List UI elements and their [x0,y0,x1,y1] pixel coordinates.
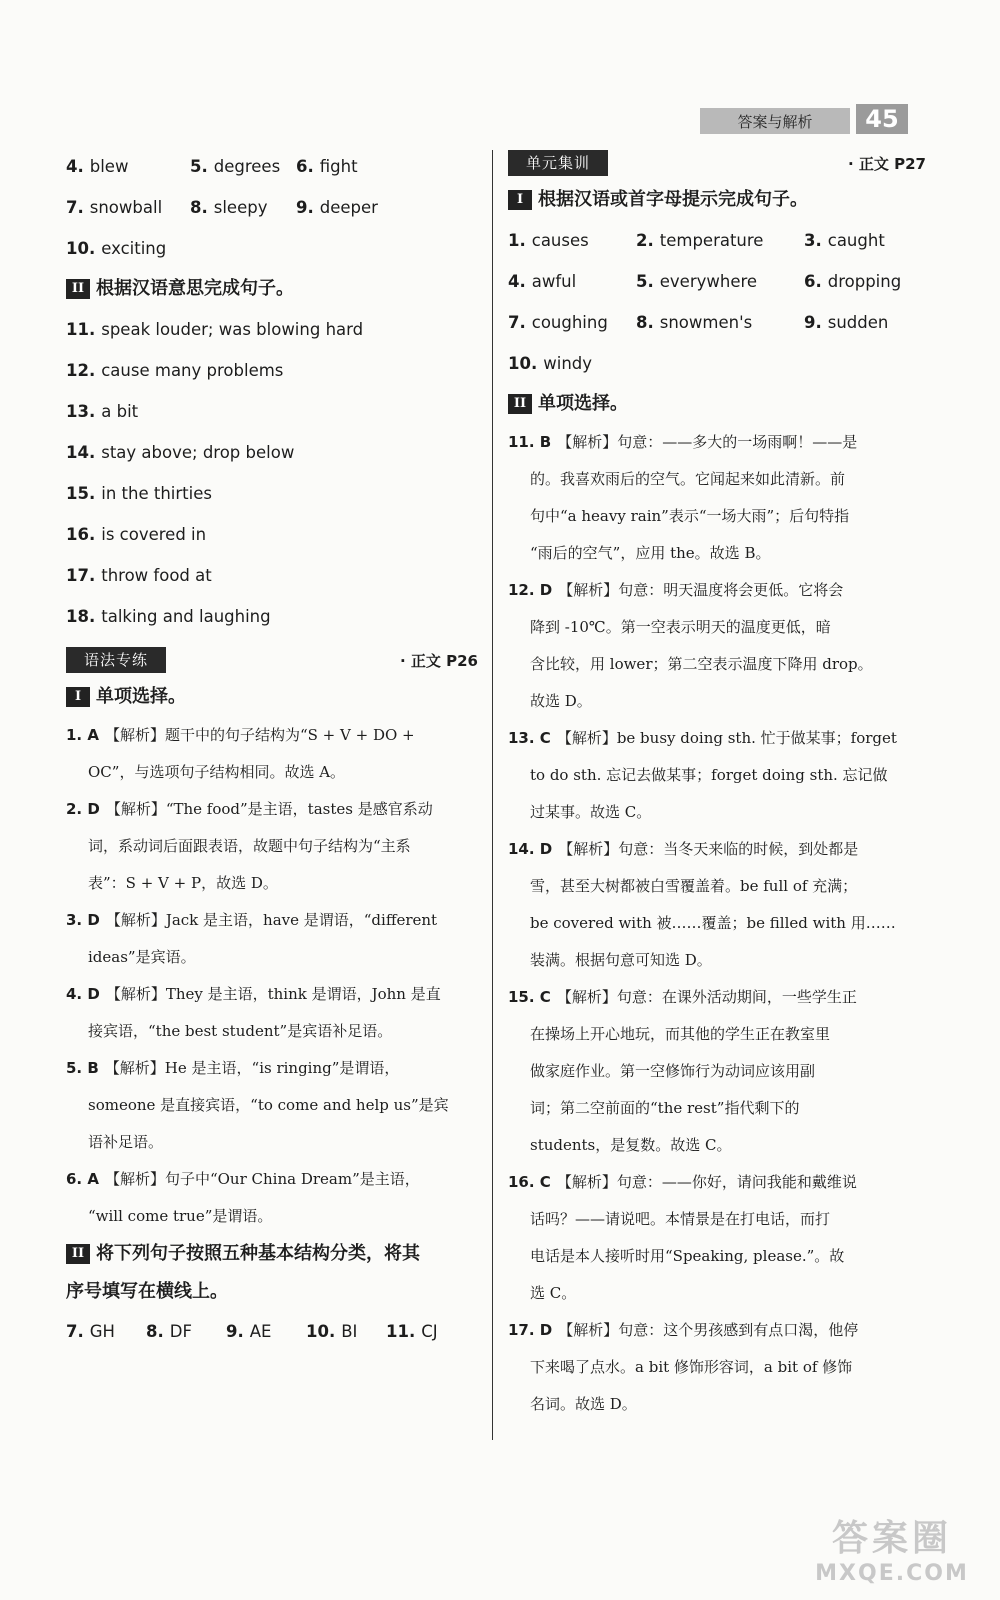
explanation-text: “will come true”是谓语。 [88,1207,273,1225]
explanation-text: 故选 D。 [530,692,592,710]
classification-answer [386,1311,466,1352]
explanation-text: OC”，与选项句子结构相同。故选 A。 [88,763,346,781]
classification-answer [306,1311,386,1352]
answer-line [508,498,926,535]
explanation-text: 【解析】句意：——多大的一场雨啊！——是 [557,433,858,451]
answer-block [508,831,926,979]
item-text: throw food at [101,566,212,585]
answer-line [508,942,926,979]
explanation-text: 词；第二空前面的“the rest”指代剩下的 [530,1099,800,1117]
answer-block [66,717,478,791]
answer-key: 11. B [508,433,552,451]
explanation-text: 雪，甚至大树都被白雪覆盖着。be full of 充满； [530,877,858,895]
answer-block [66,1050,478,1161]
item-text: talking and laughing [101,607,271,626]
answer-line [508,905,926,942]
section-title: 根据汉语意思完成句子。 [96,278,294,299]
unit-header [508,146,926,180]
section-title-cont [66,1273,478,1311]
vocab-answer [804,302,924,343]
item-text: speak louder; was blowing hard [101,320,364,339]
roman-numeral: II [508,394,532,414]
item-number: 4. [508,272,526,291]
vocab-answer [296,187,446,228]
watermark-logo [812,1510,972,1586]
roman-numeral: II [66,279,90,299]
sentence-list [66,309,478,637]
explanation-text: 【解析】He 是主语，“is ringing”是谓语， [104,1059,400,1077]
item-number: 3. [804,231,822,250]
answer-key: 17. D [508,1321,553,1339]
vocab-answer [508,343,636,384]
answer-block [508,979,926,1164]
explanation-text: 【解析】题干中的句子结构为“S + V + DO + [104,726,415,744]
item-number: 9. [226,1322,244,1341]
vocab-answer [636,220,804,261]
item-text: awful [531,272,577,291]
explanation-text: 话吗？——请说吧。本情景是在打电话，而打 [530,1210,831,1228]
explanation-text: 表”：S + V + P，故选 D。 [88,874,278,892]
answer-line [66,828,478,865]
item-number: 5. [636,272,654,291]
item-text: dropping [827,272,902,291]
grammar-answers [66,717,478,1235]
answer-line [508,1164,926,1201]
sentence-answer [66,514,478,555]
item-text: caught [827,231,885,250]
item-number: 9. [296,198,314,217]
item-number: 6. [296,157,314,176]
item-number: 1. [508,231,526,250]
item-text: deeper [319,198,378,217]
vocab-answer [636,302,804,343]
vocab-row [66,146,478,187]
answer-line [66,1050,478,1087]
item-number: 7. [66,1322,84,1341]
item-text: exciting [101,239,167,258]
item-number: 10. [508,354,538,373]
classification-answers [66,1311,478,1352]
item-text: a bit [101,402,139,421]
sentence-answer [66,555,478,596]
classification-answer [226,1311,306,1352]
item-text: cause many problems [101,361,284,380]
answer-block [66,791,478,902]
page-reference: · 正文 P26 [399,651,478,670]
answer-line [508,646,926,683]
answer-key: 3. D [66,911,100,929]
item-number: 5. [190,157,208,176]
item-number: 14. [66,443,96,462]
answer-line [508,794,926,831]
page-number: 45 [856,104,908,134]
answer-line [66,902,478,939]
item-number: 15. [66,484,96,503]
answer-line [508,1275,926,1312]
explanation-text: 语补足语。 [88,1133,164,1151]
answer-key: 1. A [66,726,99,744]
explanation-text: 电话是本人接听时用“Speaking, please.”。故 [530,1247,845,1265]
explanation-text: to do sth. 忘记去做某事；forget doing sth. 忘记做 [530,766,888,784]
column-divider [492,150,493,1440]
item-number: 13. [66,402,96,421]
answer-line [508,1238,926,1275]
answer-line [508,424,926,461]
item-text: snowmen's [659,313,753,332]
item-number: 11. [66,320,96,339]
section-heading [66,1235,478,1273]
item-text: blew [89,157,129,176]
answer-line [66,1198,478,1235]
explanation-text: 选 C。 [530,1284,577,1302]
answer-block [66,976,478,1050]
unit-pill: 单元集训 [508,150,608,176]
answer-block [508,1164,926,1312]
item-number: 10. [66,239,96,258]
vocab-row [66,187,478,228]
grammar-pill: 语法专练 [66,647,166,673]
item-number: 8. [146,1322,164,1341]
answer-key: 2. D [66,800,100,818]
vocab-answer [804,261,924,302]
section-title: 将下列句子按照五种基本结构分类，将其 [96,1243,420,1264]
answer-line [508,683,926,720]
explanation-text: “雨后的空气”，应用 the。故选 B。 [530,544,771,562]
explanation-text: 降到 -10℃。第一空表示明天的温度更低，暗 [530,618,831,636]
sentence-answer [66,432,478,473]
answer-line [508,868,926,905]
vocab-row [508,261,926,302]
vocab-answer [66,187,190,228]
sentence-answer [66,391,478,432]
vocab-row [66,228,478,269]
answer-line [508,535,926,572]
item-number: 6. [804,272,822,291]
sentence-answer [66,350,478,391]
right-column [508,146,926,1423]
explanation-text: 下来喝了点水。a bit 修饰形容词，a bit of 修饰 [530,1358,853,1376]
section-heading [66,677,478,717]
item-text: causes [531,231,589,250]
item-number: 17. [66,566,96,585]
item-text: temperature [659,231,764,250]
vocab-answer [636,261,804,302]
explanation-text: 【解析】句意：——你好，请问我能和戴维说 [556,1173,857,1191]
answer-key: 13. C [508,729,551,747]
explanation-text: 【解析】be busy doing sth. 忙于做某事；forget [556,729,897,747]
item-number: 12. [66,361,96,380]
answer-line [508,1386,926,1423]
item-text: sudden [827,313,889,332]
item-text: fight [319,157,358,176]
vocab-answer [508,220,636,261]
explanation-text: someone 是直接宾语，“to come and help us”是宾 [88,1096,449,1114]
answer-line [508,757,926,794]
section-heading [508,384,926,424]
answer-line [66,865,478,902]
watermark-url: MXQE.COM [815,1561,969,1586]
item-text: snowball [89,198,163,217]
sentence-answer [66,309,478,350]
item-text: CJ [421,1322,438,1341]
section-title: 序号填写在横线上。 [66,1281,228,1302]
vocab-answer [508,261,636,302]
item-number: 4. [66,157,84,176]
header-label: 答案与解析 [700,108,850,134]
answer-line [508,1016,926,1053]
explanation-text: 【解析】句意：当冬天来临的时候，到处都是 [558,840,859,858]
item-text: GH [89,1322,115,1341]
section-title: 单项选择。 [538,393,628,414]
answer-line [508,1090,926,1127]
item-text: degrees [213,157,281,176]
item-text: DF [169,1322,192,1341]
explanation-text: 句中“a heavy rain”表示“一场大雨”；后句特指 [530,507,850,525]
section-title: 单项选择。 [96,686,186,707]
item-number: 16. [66,525,96,544]
item-text: in the thirties [101,484,212,503]
explanation-text: 装满。根据句意可知选 D。 [530,951,712,969]
vocab-answer [508,302,636,343]
answer-line [66,754,478,791]
item-text: coughing [531,313,608,332]
section-heading [66,269,478,309]
answer-block [508,424,926,572]
answer-line [66,1013,478,1050]
item-number: 8. [190,198,208,217]
answer-key: 5. B [66,1059,99,1077]
vocab-answer [804,220,924,261]
explanation-text: 词，系动词后面跟表语，故题中句子结构为“主系 [88,837,411,855]
answer-block [66,1161,478,1235]
answer-key: 4. D [66,985,100,1003]
answer-line [66,939,478,976]
sentence-answer [66,473,478,514]
explanation-text: 接宾语，“the best student”是宾语补足语。 [88,1022,393,1040]
answer-line [508,720,926,757]
section-title: 根据汉语或首字母提示完成句子。 [538,189,808,210]
answer-line [508,461,926,498]
item-number: 8. [636,313,654,332]
item-number: 7. [66,198,84,217]
answer-line [66,1161,478,1198]
item-number: 7. [508,313,526,332]
item-number: 11. [386,1322,416,1341]
item-number: 9. [804,313,822,332]
answer-block [508,1312,926,1423]
answer-line [66,1124,478,1161]
vocab-row [508,302,926,343]
answer-line [508,979,926,1016]
section-heading [508,180,926,220]
vocab-answer [190,146,296,187]
answer-block [508,572,926,720]
answer-line [508,1201,926,1238]
answer-line [508,1053,926,1090]
explanation-text: ideas”是宾语。 [88,948,196,966]
page-reference: · 正文 P27 [847,154,926,173]
explanation-text: 【解析】Jack 是主语，have 是谓语，“different [105,911,438,929]
answer-block [508,720,926,831]
explanation-text: 【解析】“The food”是主语，tastes 是感官系动 [105,800,433,818]
explanation-text: 的。我喜欢雨后的空气。它闻起来如此清新。前 [530,470,846,488]
answer-line [508,1312,926,1349]
explanation-text: be covered with 被……覆盖；be filled with 用…… [530,914,896,932]
explanation-text: 在操场上开心地玩，而其他的学生正在教室里 [530,1025,831,1043]
answer-line [508,831,926,868]
explanation-text: 【解析】句意：明天温度将会更低。它将会 [558,581,844,599]
answer-key: 6. A [66,1170,99,1188]
explanation-text: 含比较，用 lower；第二空表示温度下降用 drop。 [530,655,873,673]
answer-line [66,1087,478,1124]
roman-numeral: II [66,1244,90,1264]
item-text: AE [249,1322,272,1341]
classification-answer [146,1311,226,1352]
vocab-row [508,220,926,261]
answer-key: 14. D [508,840,553,858]
item-text: stay above; drop below [101,443,295,462]
item-text: windy [543,354,593,373]
explanation-text: 【解析】句子中“Our China Dream”是主语， [104,1170,420,1188]
explanation-text: 【解析】句意：在课外活动期间，一些学生正 [556,988,857,1006]
item-text: BI [341,1322,358,1341]
vocab-answer [66,228,190,269]
explanation-text: 做家庭作业。第一空修饰行为动词应该用副 [530,1062,816,1080]
vocab-answer [66,146,190,187]
vocab-answer [296,146,446,187]
choice-answers [508,424,926,1423]
vocab-row [508,343,926,384]
item-text: everywhere [659,272,758,291]
vocab-answer [190,187,296,228]
classification-answer [66,1311,146,1352]
answer-key: 16. C [508,1173,551,1191]
answer-line [66,976,478,1013]
explanation-text: 【解析】They 是主语，think 是谓语，John 是直 [105,985,441,1003]
explanation-text: students，是复数。故选 C。 [530,1136,732,1154]
item-text: sleepy [213,198,268,217]
roman-numeral: I [66,687,90,707]
answer-line [66,791,478,828]
item-number: 18. [66,607,96,626]
item-number: 10. [306,1322,336,1341]
watermark-text: 答案圈 [831,1518,952,1559]
explanation-text: 【解析】句意：这个男孩感到有点口渴，他停 [558,1321,859,1339]
vocab-grid-right [508,220,926,384]
answer-key: 12. D [508,581,553,599]
item-number: 2. [636,231,654,250]
answer-key: 15. C [508,988,551,1006]
explanation-text: 过某事。故选 C。 [530,803,652,821]
answer-line [66,717,478,754]
vocab-grid-left [66,146,478,269]
grammar-header [66,643,478,677]
sentence-answer [66,596,478,637]
answer-line [508,609,926,646]
left-column [66,146,478,1352]
answer-line [508,1349,926,1386]
answer-line [508,572,926,609]
explanation-text: 名词。故选 D。 [530,1395,637,1413]
answer-line [508,1127,926,1164]
answer-block [66,902,478,976]
roman-numeral: I [508,190,532,210]
item-text: is covered in [101,525,207,544]
